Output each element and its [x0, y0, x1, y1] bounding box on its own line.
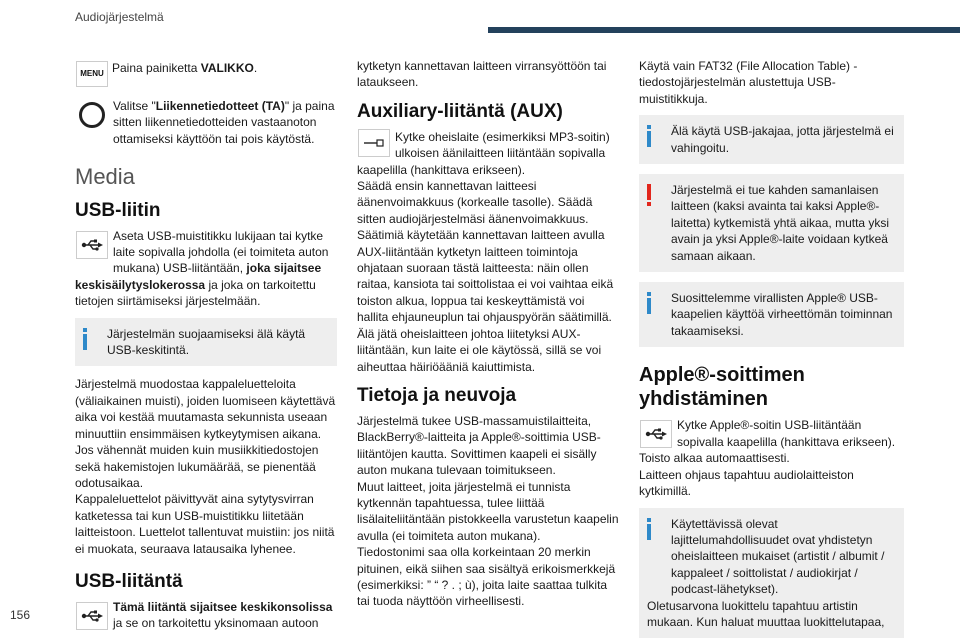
paragraph: Älä jätä oheislaitteen johtoa liitetyksi AUX-liitäntään, kun laite ei ole käytössä, sillä se voi aiheuttaa häiriöääniä kaiuttimista.	[357, 326, 602, 374]
valitse-step-text: Valitse "Liikennetiedotteet (TA)" ja paina sitten liikennetiedotteiden vastaanoton ottamiseksi käyttöön tai pois käytöstä.	[113, 99, 335, 146]
apple-title: Apple®-soittimen yhdistäminen	[639, 364, 805, 411]
aux-block	[357, 129, 619, 178]
paragraph: kytketyn kannettavan laitteen virransyöttöön tai lataukseen.	[357, 59, 607, 90]
valitse-step	[75, 98, 337, 147]
paragraph: Muut laitteet, joita järjestelmä ei tunnista kytkennän tapahtuessa, tulee liittää lisälaiteliitäntään pistokkeella varustetun kaapelin avulla (ei toimiteta auton mukana).	[357, 479, 619, 543]
info-box-sorting: Käytettävissä olevat lajittelumahdollisuudet ovat yhdistetyn oheislaitteen mukaiset (artistit / albumit / kappaleet / soittolistat / audiokirjat / podcast-lähetykset). Oletusarvona luokittelu tapahtuu artistin mukaan. Kun haluat muuttaa luokittelutapaa,	[639, 508, 904, 639]
tietoja-title: Tietoja ja neuvoja	[357, 384, 517, 406]
paragraph: Säätimiä käytetään kannettavan laitteen avulla AUX-liitäntään kytketyn laitteen toimintoja ohjataan suoraan tästä laitteesta: näin ollen raitaa, kansiota tai soittolistaa ei voi vaihtaa eikä toiston alkua, loppua tai keskeyttämistä voi hallita ehjauneuplun tai ohjauspyörän säätimillä.	[357, 228, 614, 325]
info-box-apple-cables: Suosittelemme virallisten Apple® USB-kaapelien käyttöä virheettömän toiminnan takaamiseksi.	[639, 282, 904, 347]
paragraph: Järjestelmä tukee USB-massamuistilaitteita, BlackBerry®-laitteita ja Apple®-soittimia USB-liitäntöjen kautta. Sovittimen kaapeli ei sisälly auton mukana tulevaan toimitukseen.	[357, 413, 601, 478]
info-icon	[647, 518, 651, 540]
info-icon	[83, 328, 87, 350]
menu-step-text: Paina painiketta VALIKKO.	[112, 61, 258, 75]
menu-button-icon: MENU	[75, 58, 109, 90]
paragraph: Laitteen ohjaus tapahtuu audiolaitteiston kytkimillä.	[639, 467, 854, 499]
dial-knob-icon	[75, 99, 109, 131]
header-bar	[488, 27, 960, 33]
info-box-usb-splitter: Älä käytä USB-jakajaa, jotta järjestelmä ei vahingoitu.	[639, 115, 904, 164]
usb-liitanta-title: USB-liitäntä	[75, 570, 183, 592]
paragraph: Kappaleluettelot päivittyvät aina sytytysvirran katketessa tai kun USB-muistitikku liitetään laitteistoon. Luettelot tallentuvat muistiin: jos niitä ei muokata, seuraava latausaika lyhenee.	[75, 492, 335, 556]
usb-icon	[75, 600, 109, 632]
warning-box-two-devices: Järjestelmä ei tue kahden samanlaisen laitteen (kaksi avainta tai kaksi Apple®-laitetta) kytkemistä yhtä aikaa, mutta yksi avain ja yksi Apple®-laite voidaan kytkeä samaan aikaan.	[639, 174, 904, 272]
usb-liitin-title: USB-liitin	[75, 199, 161, 221]
column-1	[75, 58, 337, 632]
page-number: 156	[10, 608, 31, 622]
usb-liitanta-text: Tämä liitäntä sijaitsee keskikonsolissa ja se on tarkoitettu yksinomaan autoon	[113, 599, 333, 631]
info-icon	[647, 125, 651, 147]
aux-title: Auxiliary-liitäntä (AUX)	[357, 100, 563, 122]
paragraph: Jos vähennät muiden kuin musiikkitiedostojen sekä hakemistojen lukumäärää, se pienentää odotusaikaa.	[75, 443, 319, 490]
warning-icon	[647, 184, 651, 206]
info-box-usb-hub: Järjestelmän suojaamiseksi älä käytä USB-keskitintä.	[75, 318, 337, 367]
menu-step	[75, 58, 337, 90]
paragraph: Toisto alkaa automaattisesti.	[639, 451, 790, 466]
usb-icon	[75, 229, 109, 261]
aux-jack-icon	[357, 130, 391, 156]
paragraph: Käytä vain FAT32 (File Allocation Table) -tiedostojärjestelmän alustettuja USB-muistitikkuja.	[639, 59, 858, 106]
usb-icon	[639, 418, 673, 450]
paragraph: Säädä ensin kannettavan laitteesi äänenvoimakkuus (korkealle tasolle). Säädä sitten audiojärjestelmäsi äänenvoimakkuus.	[357, 179, 593, 226]
usb-liitin-block	[75, 228, 337, 310]
apple-block	[639, 417, 904, 450]
paragraph: Järjestelmä muodostaa kappaleluetteloita (väliaikainen muisti), joiden luomiseen käytettävä aika voi kestää muutamasta sekunnista useaan minuuttiin ensimmäisen kytkeytymisen aikana.	[75, 377, 336, 441]
info-icon	[647, 292, 651, 314]
column-3	[639, 58, 904, 640]
aux-text: Kytke oheislaite (esimerkiksi MP3-soitin) ulkoisen äänilaitteen liitäntään sopivalla kaapelilla (hankittava erikseen).	[357, 129, 610, 177]
column-2	[357, 58, 619, 610]
usb-liitanta-block	[75, 599, 337, 632]
apple-text: Kytke Apple®-soitin USB-liitäntään sopivalla kaapelilla (hankittava erikseen).	[677, 418, 896, 449]
header-title: Audiojärjestelmä	[75, 10, 164, 24]
paragraph: Tiedostonimi saa olla korkeintaan 20 merkin pituinen, eikä siihen saa sisältyä erikoismerkkejä (esimerkiksi: ” “ ? . ; ù), joita laite saattaa tulkita tai tuoda näyttöön virheellisesti.	[357, 545, 616, 609]
usb-liitin-text: Aseta USB-muistitikku lukijaan tai kytke laite sopivalla johdolla (ei toimiteta auton mukana) USB-liitäntään, joka sijaitsee keskisäilytyslokerossa ja joka on tarkoitettu tietojen siirtämiseksi järjestelmään.	[75, 228, 329, 309]
media-title: Media	[75, 164, 135, 190]
